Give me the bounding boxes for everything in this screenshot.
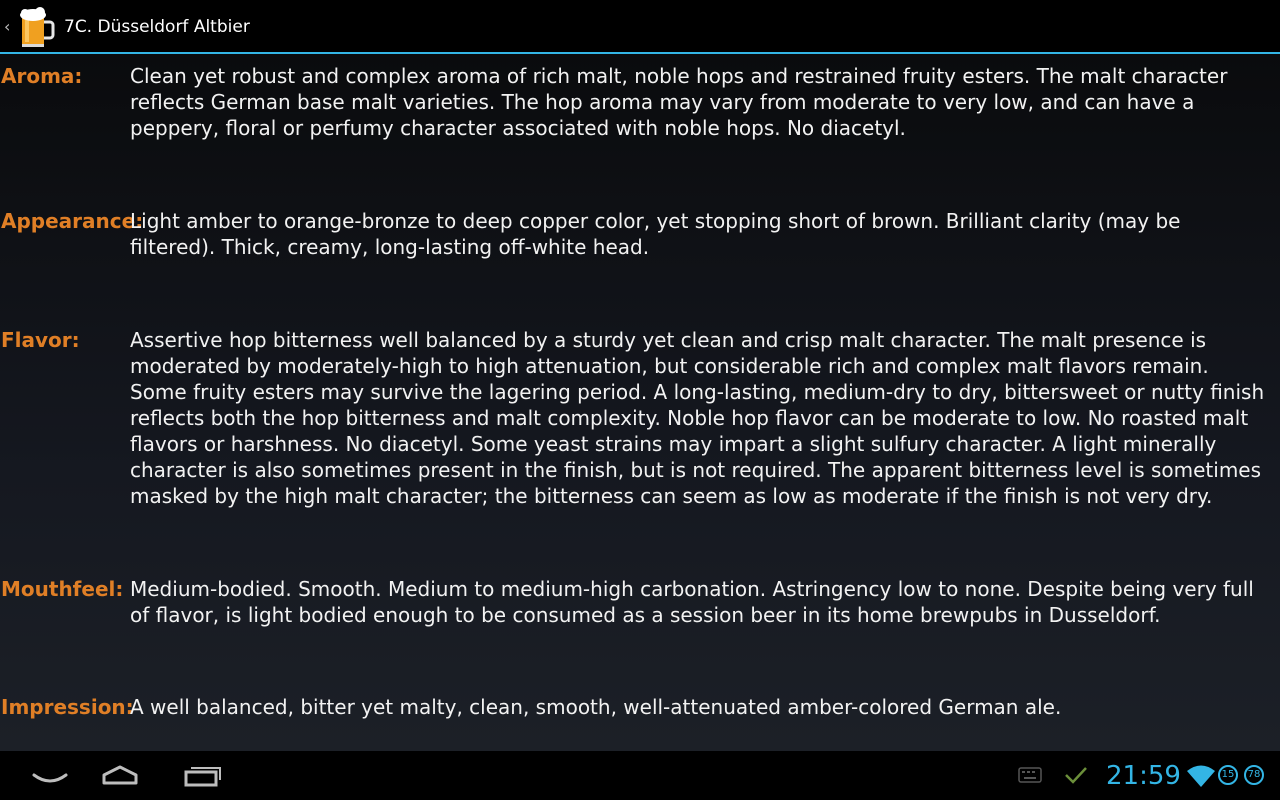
system-nav-bar <box>0 751 1280 800</box>
home-button[interactable] <box>80 751 160 800</box>
battery-badge[interactable]: 78 <box>1244 765 1264 785</box>
section-text: Light amber to orange-bronze to deep copper color, yet stopping short of brown. Brilliant clarity (may be filtered). Thick, creamy, long-lasting off-white head. <box>130 209 1181 259</box>
recent-apps-button[interactable] <box>162 751 242 800</box>
chevron-left-icon: ‹ <box>4 17 11 36</box>
section-label: Impression: <box>1 695 134 719</box>
section-label: Appearance: <box>1 209 144 233</box>
status-clock[interactable]: 21:59 <box>1106 761 1181 791</box>
section-text: Assertive hop bitterness well balanced by a sturdy yet clean and crisp malt character. The malt presence is moderated by moderately-high to high attenuation, but considerable rich and complex malt flavors remain. Some fruity esters may survive the lagering period. A long-lasting, medium-dry to dry, bittersweet or nutty finish reflects both the hop bitterness and malt complexity. Noble hop flavor can be moderate to low. No roasted malt flavors or harshness. No diacetyl. Some yeast strains may impart a slight sulfury character. A light minerally character is also sometimes present in the finish, but is not required. The apparent bitterness level is sometimes masked by the high malt character; the bitterness can seem as low as moderate if the finish is not very dry. <box>130 328 1265 508</box>
back-button[interactable] <box>10 751 90 800</box>
section-label: Aroma: <box>1 64 83 88</box>
notification-badge[interactable]: 15 <box>1218 765 1238 785</box>
check-icon[interactable] <box>1064 765 1088 785</box>
section-label: Mouthfeel: <box>1 577 124 601</box>
beer-mug-icon <box>16 4 56 50</box>
section-text: Clean yet robust and complex aroma of rich malt, noble hops and restrained fruity esters. The malt character reflects German base malt varieties. The hop aroma may vary from moderate to very low, and can have a peppery, floral or perfumy character associated with noble hops. No diacetyl. <box>130 64 1228 140</box>
home-icon <box>100 763 140 787</box>
keyboard-icon[interactable] <box>1018 767 1042 783</box>
up-button[interactable] <box>0 0 56 54</box>
page-title: 7C. Düsseldorf Altbier <box>64 17 250 37</box>
section-text: A well balanced, bitter yet malty, clean, smooth, well-attenuated amber-colored German ale. <box>130 695 1062 719</box>
recent-apps-icon <box>182 763 222 787</box>
wifi-icon[interactable] <box>1186 764 1216 788</box>
back-icon <box>30 763 70 787</box>
section-label: Flavor: <box>1 328 80 352</box>
style-detail-content[interactable] <box>0 54 1280 751</box>
action-bar <box>0 0 1280 54</box>
section-text: Medium-bodied. Smooth. Medium to medium-high carbonation. Astringency low to none. Despite being very full of flavor, is light bodied enough to be consumed as a session beer in its home brewpubs in Dusseldorf. <box>130 577 1254 627</box>
